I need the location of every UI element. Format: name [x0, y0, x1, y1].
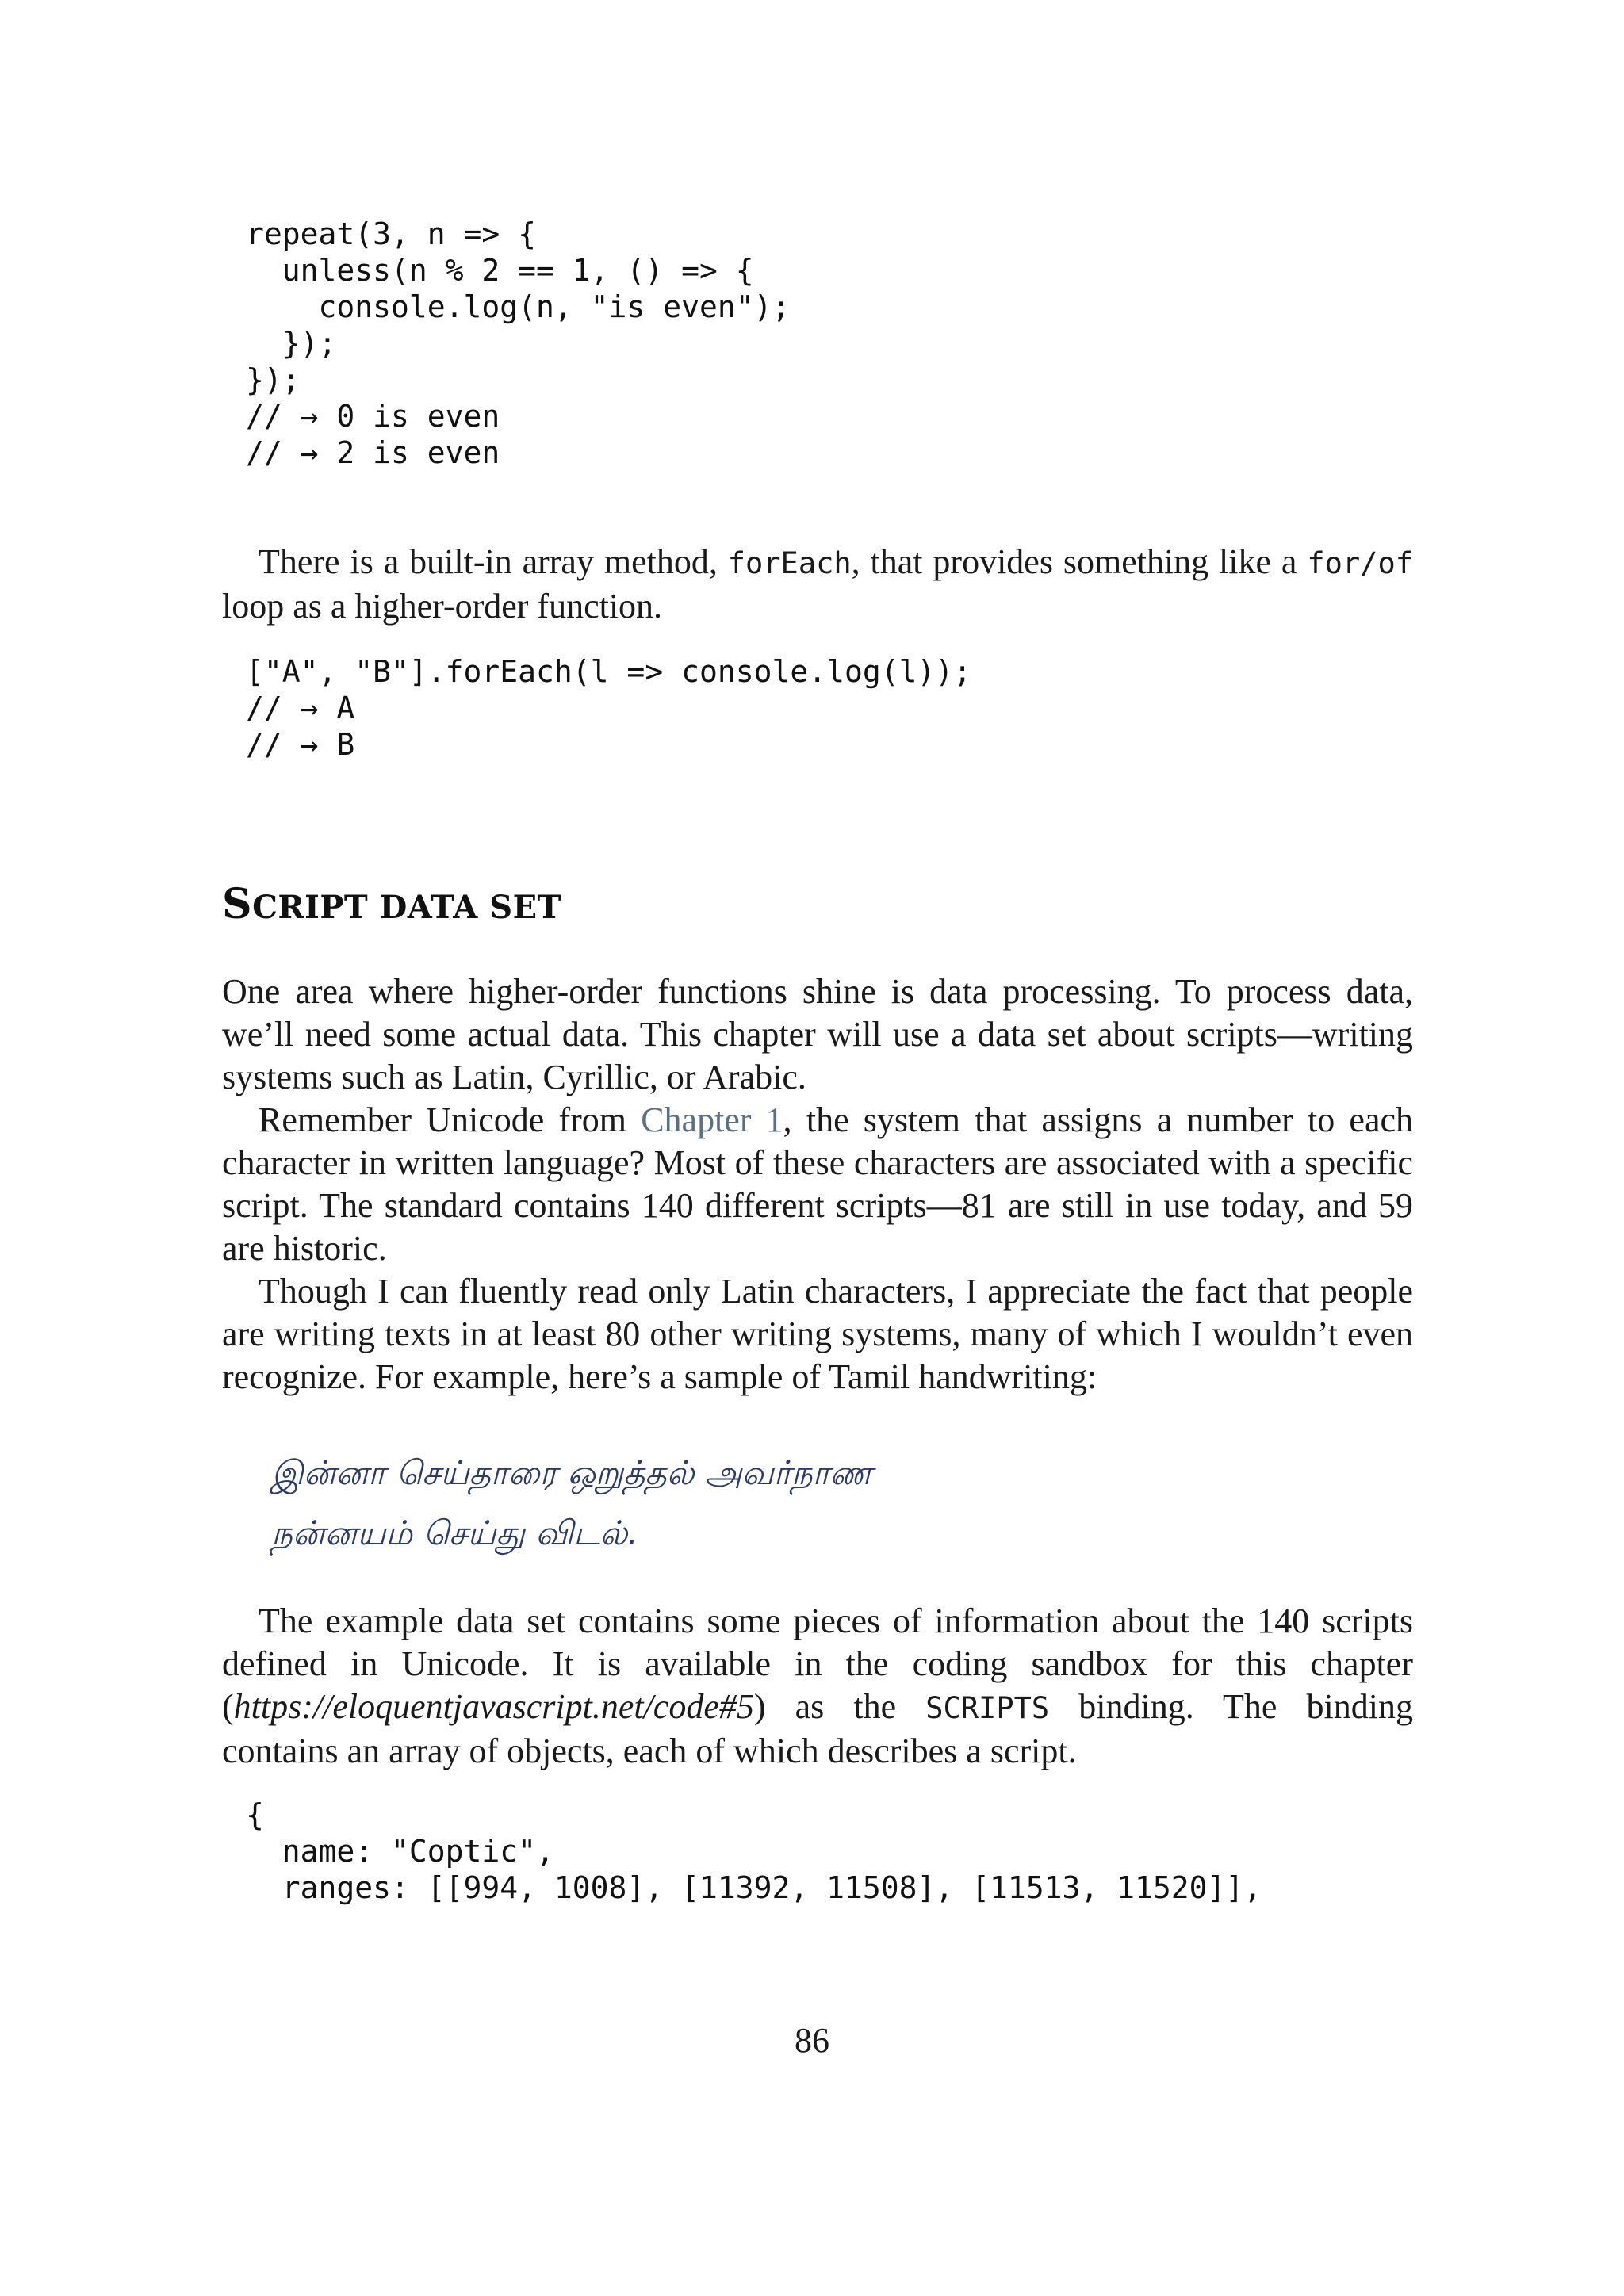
inline-code-foreach: forEach — [727, 546, 852, 580]
paragraph-text: The example data set contains some pieces of information about the 140 scripts defined in Unicode. It is available in the coding sandbox for this chapter ( — [222, 1601, 1413, 1726]
code-sandbox-url[interactable]: https://eloquentjavascript.net/code#5 — [233, 1687, 754, 1726]
chapter-1-link[interactable]: Chapter 1 — [641, 1100, 783, 1139]
code-block-foreach: ["A", "B"].forEach(l => console.log(l)); // → A // → B — [246, 654, 972, 762]
paragraph-data-processing: One area where higher-order functions shine is data processing. To process data, we’ll need some actual data. This chapter will use a data set about scripts—writing systems such as Latin, Cyrillic, or Arabic. — [222, 972, 1413, 1096]
handwriting-line-1: இன்னா செய்தாரை ஒறுத்தல் அவர்நாண — [271, 1453, 873, 1492]
tamil-handwriting-image — [262, 1435, 1039, 1562]
code-block-scripts-object: { name: "Coptic", ranges: [[994, 1008], [11392, 11508], [11513, 11520]], — [246, 1797, 1262, 1905]
paragraph-text: , the system that assigns a number to each character in written language? Most of these characters are associated with a specific script. The standard contains 140 different scripts—81 are still in use today, and 59 are historic. — [222, 1100, 1413, 1268]
paragraph-text: Remember Unicode from — [259, 1100, 642, 1139]
paragraph-text: , that provides something like a — [851, 542, 1308, 581]
paragraph-text: loop as a higher-order function. — [222, 587, 663, 626]
paragraph-text: There is a built-in array method, — [259, 542, 728, 581]
paragraph-example-data-set — [222, 1600, 1413, 1773]
heading-rest: CRIPT DATA SET — [252, 889, 561, 926]
paragraph-unicode — [222, 1099, 1413, 1270]
handwriting-line-2: நன்னயம் செய்து விடல். — [271, 1513, 638, 1552]
paragraph-foreach — [222, 541, 1413, 628]
heading-initial: S — [222, 880, 253, 928]
paragraph-latin: Though I can fluently read only Latin characters, I appreciate the fact that people are writing texts in at least 80 other writing systems, many of which I wouldn’t even recognize. For example, here’s a sample of Tamil handwriting: — [222, 1272, 1413, 1396]
inline-code-scripts: SCRIPTS — [925, 1691, 1050, 1725]
section-heading — [222, 880, 561, 928]
paragraph-text: ) as the — [753, 1687, 926, 1726]
inline-code-for-of: for/of — [1307, 546, 1414, 580]
code-block-repeat-unless: repeat(3, n => { unless(n % 2 == 1, () => { console.log(n, "is even"); }); }); // → 0 is even // → 2 is even — [246, 216, 791, 470]
page-number: 86 — [795, 2021, 829, 2060]
paragraph-text: binding. The binding contains an array of objects, each of which describes a script. — [222, 1687, 1413, 1770]
